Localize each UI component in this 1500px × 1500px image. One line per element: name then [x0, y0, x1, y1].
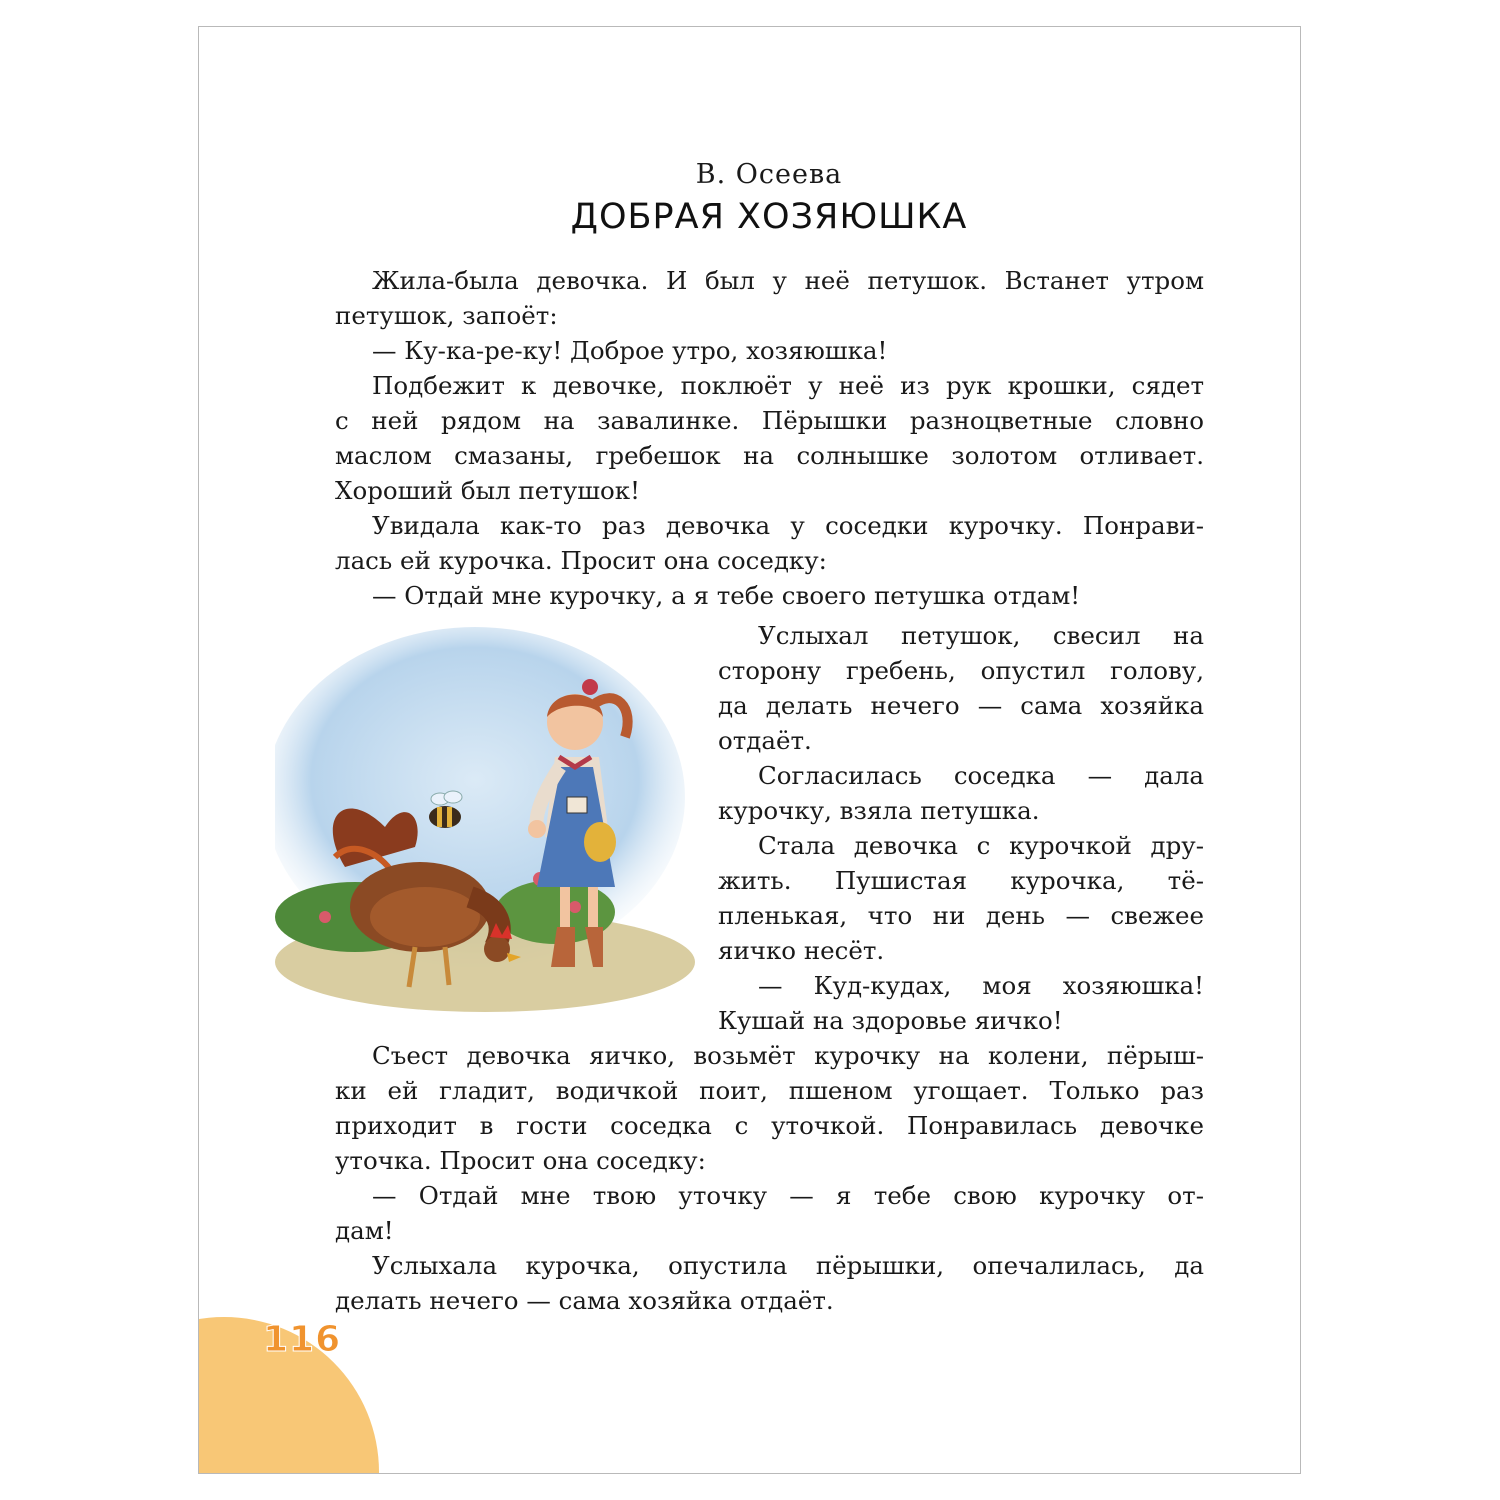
text-line: — Ку-ка-ре-ку! Доброе утро, хозяюшка!	[372, 336, 888, 365]
text-line: яичко несёт.	[718, 936, 885, 965]
text-line: — Куд-кудах, моя хозяюшка!	[758, 971, 1204, 1000]
text-line: маслом смазаны, гребешок на солнышке золотом отливает.	[335, 441, 1204, 470]
girl-with-rooster-illustration	[275, 617, 695, 1017]
text-line: делать нечего — сама хозяйка отдаёт.	[335, 1286, 834, 1315]
text-line: ки ей гладит, водичкой поит, пшеном угощает. Только раз	[335, 1076, 1204, 1105]
text-line: уточка. Просит она соседку:	[335, 1146, 706, 1175]
text-line: Съест девочка яичко, возьмёт курочку на колени, пёрыш-	[372, 1041, 1204, 1070]
text-line: Увидала как-то раз девочка у соседки курочку. Понрави-	[372, 511, 1204, 540]
text-line: Согласилась соседка — дала	[758, 761, 1204, 790]
text-line: — Отдай мне твою уточку — я тебе свою курочку от-	[372, 1181, 1204, 1210]
story-title: ДОБРАЯ ХОЗЯЮШКА	[570, 197, 968, 237]
book-page	[198, 26, 1301, 1474]
text-line: отдаёт.	[718, 726, 812, 755]
text-line: Подбежит к девочке, поклюёт у неё из рук крошки, сядет	[372, 371, 1204, 400]
text-line: пленькая, что ни день — свежее	[718, 901, 1204, 930]
text-line: приходит в гости соседка с уточкой. Понравилась девочке	[335, 1111, 1204, 1140]
text-line: лась ей курочка. Просит она соседку:	[335, 546, 827, 575]
text-line: — Отдай мне курочку, а я тебе своего петушка отдам!	[372, 581, 1081, 610]
text-line: Услыхал петушок, свесил на	[758, 621, 1204, 650]
text-line: Услыхала курочка, опустила пёрышки, опечалилась, да	[372, 1251, 1204, 1280]
text-line: жить. Пушистая курочка, тё-	[718, 866, 1204, 895]
text-line: дам!	[335, 1216, 394, 1245]
text-line: Кушай на здоровье яичко!	[718, 1006, 1063, 1035]
text-line: Стала девочка с курочкой дру-	[758, 831, 1204, 860]
text-line: с ней рядом на завалинке. Пёрышки разноцветные словно	[335, 406, 1204, 435]
text-line: Хороший был петушок!	[335, 476, 640, 505]
text-line: петушок, запоёт:	[335, 301, 558, 330]
text-line: сторону гребень, опустил голову,	[718, 656, 1204, 685]
page-number: 116	[263, 1319, 342, 1360]
author-name: В. Осеева	[695, 159, 843, 190]
text-line: Жила-была девочка. И был у неё петушок. Встанет утром	[372, 266, 1204, 295]
text-line: курочку, взяла петушка.	[718, 796, 1040, 825]
text-line: да делать нечего — сама хозяйка	[718, 691, 1204, 720]
